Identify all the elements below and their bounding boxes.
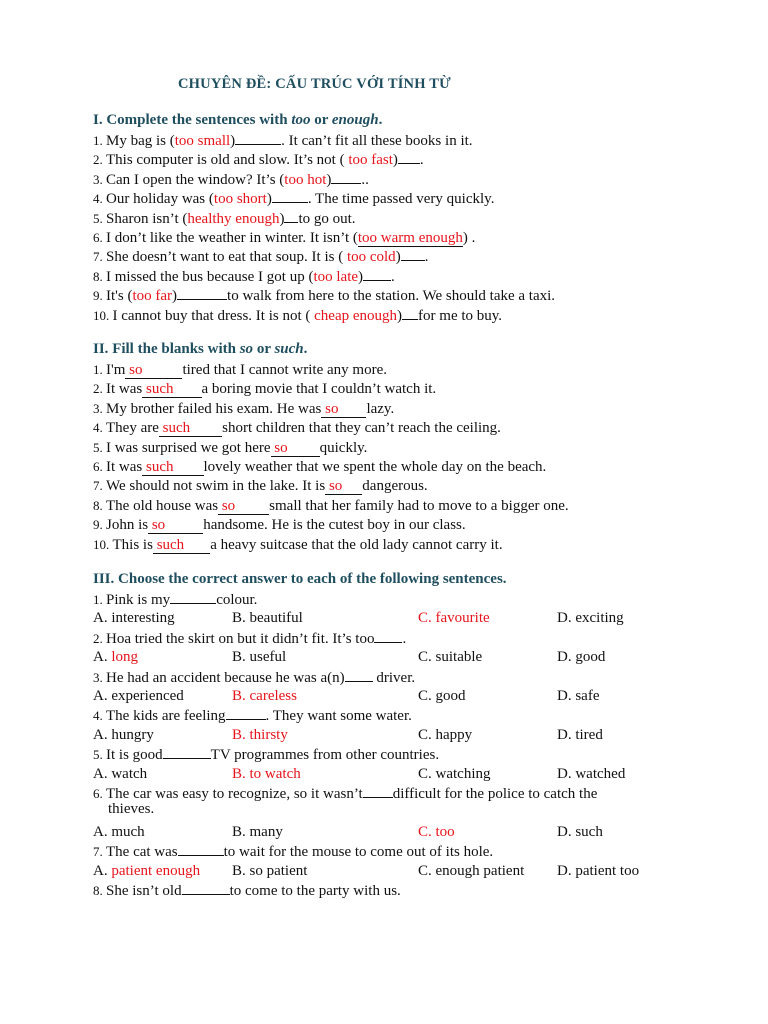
exercise-item — [93, 306, 502, 326]
item-number: 8. — [93, 268, 106, 284]
section-1-or: or — [314, 112, 329, 128]
answer-blank-filled — [218, 498, 269, 515]
item-number: 3. — [93, 400, 106, 416]
answer-option — [557, 609, 624, 628]
answer-option — [418, 648, 482, 667]
item-text-end: . — [424, 249, 429, 266]
item-text: Our holiday was ( — [106, 191, 214, 208]
item-text-end: dangerous. — [362, 478, 428, 495]
filled-answer: too cold — [343, 249, 396, 266]
answer-blank-filled — [159, 420, 222, 437]
item-number: 4. — [93, 420, 106, 436]
question-text-end: TV programmes from other countries. — [210, 747, 440, 764]
option-letter: C. — [418, 726, 436, 743]
item-paren: ) — [462, 230, 468, 246]
filled-answer: too late — [313, 268, 359, 285]
item-number: 1. — [93, 133, 106, 148]
option-letter: D. — [557, 688, 576, 704]
exercise-item — [93, 379, 436, 399]
option-letter: B. — [232, 649, 250, 666]
option-letter: D. — [557, 610, 576, 627]
answer-blank-filled — [153, 537, 210, 554]
option-letter: C. — [418, 823, 436, 840]
item-text: My brother failed his exam. He was — [106, 400, 322, 417]
filled-answer: such — [158, 420, 191, 437]
page-title: CHUYÊN ĐỀ: CẤU TRÚC VỚI TÍNH TỪ — [178, 76, 451, 92]
answer-option — [232, 609, 303, 628]
answer-option — [232, 765, 301, 784]
item-text-end: a boring movie that I couldn’t watch it. — [201, 381, 437, 398]
option-letter: D. — [557, 823, 576, 840]
answer-option — [557, 726, 603, 745]
question-number: 2. — [93, 630, 106, 646]
option-text: favourite — [435, 610, 490, 627]
answer-blank-filled — [148, 517, 203, 534]
item-text-end: small that her family had to move to a bigger one. — [269, 497, 569, 514]
question-stem — [93, 745, 439, 765]
question-number: 5. — [93, 747, 106, 763]
item-number: 8. — [93, 497, 106, 513]
answer-option — [232, 687, 297, 706]
filled-answer: so — [321, 400, 339, 417]
item-text: The old house was — [106, 497, 219, 514]
question-text: The kids are feeling — [106, 708, 226, 725]
answer-blank — [170, 590, 216, 604]
item-number: 7. — [93, 478, 106, 494]
filled-answer: too small — [174, 133, 231, 149]
answer-blank — [284, 209, 298, 223]
answer-option — [418, 765, 491, 784]
exercise-item — [93, 457, 546, 477]
answer-blank — [345, 668, 373, 682]
question-number: 7. — [93, 844, 106, 860]
filled-answer: too warm enough — [357, 230, 463, 246]
option-text: useful — [249, 649, 287, 666]
option-text: too — [435, 823, 455, 840]
question-text: He had an accident because he was a(n) — [106, 669, 345, 686]
filled-answer: too hot — [284, 171, 327, 188]
answer-blank-filled — [325, 478, 362, 495]
question-continuation: thieves. — [108, 801, 155, 818]
option-text: good — [575, 649, 606, 666]
option-letter: A. — [93, 688, 112, 704]
answer-option — [557, 687, 600, 706]
item-number: 4. — [93, 191, 106, 207]
exercise-item — [93, 399, 394, 419]
answer-option — [232, 823, 283, 842]
question-stem — [93, 668, 415, 688]
option-letter: C. — [418, 862, 436, 879]
item-paren: ) — [395, 249, 401, 266]
answer-option — [232, 726, 288, 745]
filled-answer: cheap enough — [310, 307, 398, 324]
answer-option — [557, 823, 603, 842]
item-text: I'm — [106, 362, 126, 378]
option-text: thirsty — [249, 726, 288, 743]
exercise-item — [93, 131, 473, 151]
item-text-end: .. — [361, 171, 369, 188]
answer-option — [93, 726, 154, 745]
item-text-end: . — [391, 268, 395, 285]
question-text: Pink is my — [106, 592, 171, 608]
filled-answer: healthy enough — [187, 210, 280, 227]
item-paren: ) — [230, 133, 236, 149]
question-text: She isn’t old — [106, 883, 182, 899]
option-letter: B. — [232, 862, 250, 879]
item-text: I don’t like the weather in winter. It isn’t ( — [106, 230, 358, 246]
question-stem — [93, 706, 412, 726]
item-text-end: a heavy suitcase that the old lady cannot carry it. — [210, 536, 503, 553]
question-text-end: driver. — [372, 669, 416, 686]
filled-answer: such — [142, 381, 174, 398]
question-text: The cat was — [106, 844, 178, 861]
answer-blank — [235, 131, 281, 145]
item-paren: ) — [397, 307, 403, 324]
section-1-heading: I. Complete the sentences with too or enough. — [93, 112, 383, 128]
item-text: I was surprised we got here — [106, 439, 271, 456]
section-2-word-2: such — [274, 341, 304, 357]
exercise-item — [93, 418, 501, 438]
item-number: 10. — [93, 307, 113, 323]
item-number: 9. — [93, 517, 106, 533]
answer-blank-filled — [142, 459, 203, 476]
item-text-end: . — [467, 230, 476, 246]
exercise-item — [93, 228, 475, 248]
answer-blank-filled — [321, 401, 366, 418]
question-text-end: colour. — [216, 592, 258, 608]
option-text: many — [249, 823, 283, 840]
option-letter: A. — [93, 726, 112, 743]
section-1-word-2: enough — [331, 112, 379, 128]
option-text: tired — [575, 726, 603, 743]
item-text-end: short children that they can’t reach the ceiling. — [222, 420, 501, 437]
section-2-word-1: so — [239, 341, 254, 357]
item-number: 3. — [93, 171, 106, 187]
question-text-end: to wait for the mouse to come out of its hole. — [223, 844, 494, 861]
item-text: My bag is ( — [106, 133, 175, 149]
question-text-end: difficult for the police to catch the — [392, 786, 598, 802]
option-letter: A. — [93, 765, 112, 782]
exercise-item — [93, 189, 494, 209]
answer-option — [93, 609, 175, 628]
section-1-word-1: too — [291, 112, 311, 128]
answer-option — [418, 823, 455, 842]
filled-answer: so — [325, 478, 343, 495]
filled-answer: so — [148, 517, 166, 534]
answer-blank — [182, 881, 230, 895]
filled-answer: such — [152, 536, 185, 553]
item-text-end: lovely weather that we spent the whole day on the beach. — [203, 459, 547, 475]
section-2-or: or — [256, 341, 271, 357]
option-letter: D. — [557, 649, 576, 666]
question-number: 8. — [93, 883, 106, 898]
option-letter: A. — [93, 862, 112, 879]
answer-option — [232, 648, 286, 667]
option-text: beautiful — [249, 610, 303, 627]
option-text: happy — [435, 726, 473, 743]
answer-option — [418, 862, 524, 881]
option-text: so patient — [249, 862, 308, 879]
exercise-item — [93, 438, 367, 458]
item-paren: ) — [279, 210, 285, 227]
option-letter: B. — [232, 823, 250, 840]
option-letter: A. — [93, 823, 112, 840]
answer-option — [93, 648, 138, 667]
exercise-item — [93, 286, 555, 306]
option-letter: D. — [557, 862, 576, 879]
section-1-roman: I. — [93, 112, 103, 128]
item-text-end: . The time passed very quickly. — [307, 191, 495, 208]
item-text: Sharon isn’t ( — [106, 210, 188, 227]
item-text-end: lazy. — [366, 400, 395, 417]
item-number: 9. — [93, 288, 106, 304]
option-text: safe — [575, 688, 600, 704]
option-text: exciting — [575, 610, 624, 627]
question-stem — [93, 842, 493, 862]
section-3-heading-text: Choose the correct answer to each of the following sentences. — [118, 571, 507, 587]
answer-blank — [331, 170, 361, 184]
filled-answer: such — [142, 459, 174, 475]
option-letter: A. — [93, 649, 112, 666]
exercise-item — [93, 535, 503, 555]
option-text: watched — [575, 765, 626, 782]
item-text: It's ( — [106, 288, 133, 305]
item-paren: ) — [358, 268, 364, 285]
answer-blank — [374, 629, 402, 643]
option-text: enough patient — [435, 862, 525, 879]
item-text-end: . It can’t fit all these books in it. — [281, 133, 473, 149]
question-stem — [93, 590, 257, 610]
item-text: This is — [112, 536, 153, 553]
option-text: to watch — [249, 765, 301, 782]
answer-option — [557, 862, 639, 881]
section-3-roman: III. — [93, 571, 115, 587]
question-number: 3. — [93, 669, 106, 685]
option-text: watching — [435, 765, 491, 782]
exercise-item — [93, 267, 395, 287]
answer-option — [418, 687, 466, 706]
exercise-item — [93, 170, 369, 190]
item-text: I missed the bus because I got up ( — [106, 268, 314, 285]
question-stem — [93, 629, 406, 649]
answer-blank — [226, 706, 266, 720]
option-text: careless — [249, 688, 297, 704]
item-number: 6. — [93, 230, 106, 245]
answer-option — [93, 765, 147, 784]
question-stem — [93, 784, 597, 804]
exercise-item — [93, 150, 424, 170]
exercise-item — [93, 496, 569, 516]
question-text-end: . — [402, 630, 407, 647]
answer-blank — [272, 189, 308, 203]
question-text: Hoa tried the skirt on but it didn’t fit. It’s too — [106, 630, 375, 647]
option-letter: D. — [557, 765, 576, 782]
item-text: She doesn’t want to eat that soup. It is ( — [106, 249, 344, 266]
option-text: interesting — [111, 610, 175, 627]
question-number: 4. — [93, 708, 106, 724]
option-letter: C. — [418, 688, 436, 704]
item-text: We should not swim in the lake. It is — [106, 478, 326, 495]
item-number: 5. — [93, 210, 106, 226]
question-text: It is good — [106, 747, 163, 764]
option-text: suitable — [435, 649, 483, 666]
answer-blank — [398, 150, 420, 164]
answer-option — [232, 862, 307, 881]
answer-blank — [178, 842, 224, 856]
answer-option — [93, 862, 200, 881]
item-text-end: to go out. — [298, 210, 356, 227]
answer-blank-filled — [142, 381, 201, 398]
option-text: good — [435, 688, 466, 704]
section-2-heading: II. Fill the blanks with so or such. — [93, 341, 308, 357]
answer-blank — [402, 306, 418, 320]
item-text-end: quickly. — [319, 439, 368, 456]
item-number: 2. — [93, 381, 106, 397]
answer-blank-filled — [125, 362, 182, 379]
item-text: Can I open the window? It’s ( — [106, 171, 285, 188]
option-text: patient enough — [111, 862, 201, 879]
question-number: 6. — [93, 786, 106, 801]
exercise-item — [93, 515, 466, 535]
filled-answer: too fast — [344, 152, 393, 169]
option-letter: C. — [418, 765, 436, 782]
option-text: patient too — [575, 862, 640, 879]
answer-option — [418, 726, 472, 745]
answer-blank — [401, 247, 425, 261]
answer-blank — [177, 286, 227, 300]
item-paren: ) — [392, 152, 398, 169]
option-letter: A. — [93, 610, 112, 627]
item-text-end: for me to buy. — [418, 307, 503, 324]
item-text: It was — [106, 459, 143, 475]
option-text: hungry — [111, 726, 154, 743]
item-text: It was — [106, 381, 143, 398]
item-text-end: . — [419, 152, 424, 169]
option-letter: B. — [232, 765, 250, 782]
option-text: such — [575, 823, 603, 840]
answer-option — [93, 687, 184, 706]
option-letter: C. — [418, 610, 436, 627]
exercise-item — [93, 360, 387, 380]
question-number: 1. — [93, 592, 106, 607]
item-text: I cannot buy that dress. It is not ( — [112, 307, 311, 324]
option-text: watch — [111, 765, 148, 782]
item-number: 7. — [93, 249, 106, 265]
section-1-heading-text: Complete the sentences with — [106, 112, 288, 128]
item-text-end: to walk from here to the station. We should take a taxi. — [227, 288, 556, 305]
exercise-item — [93, 476, 428, 496]
option-text: much — [111, 823, 145, 840]
item-number: 1. — [93, 362, 106, 377]
filled-answer: so — [270, 439, 288, 456]
option-letter: B. — [232, 610, 250, 627]
item-text-end: tired that I cannot write any more. — [182, 362, 387, 378]
answer-option — [418, 609, 490, 628]
item-number: 10. — [93, 536, 113, 552]
item-paren: ) — [326, 171, 332, 188]
item-text-end: handsome. He is the cutest boy in our class. — [203, 517, 466, 534]
item-paren: ) — [266, 191, 272, 208]
option-letter: B. — [232, 726, 250, 743]
filled-answer: so — [218, 497, 236, 514]
question-text-end: . They want some water. — [265, 708, 412, 725]
item-paren: ) — [172, 288, 178, 305]
filled-answer: too far — [132, 288, 173, 305]
question-stem — [93, 881, 401, 901]
answer-blank — [363, 267, 391, 281]
option-text: experienced — [111, 688, 184, 704]
filled-answer: so — [125, 362, 143, 378]
item-number: 2. — [93, 152, 106, 168]
question-text: The car was easy to recognize, so it wasn’t — [106, 786, 363, 802]
option-text: long — [111, 649, 139, 666]
item-text: They are — [106, 420, 159, 437]
item-text: John is — [106, 517, 149, 534]
answer-option — [557, 765, 625, 784]
item-text: This computer is old and slow. It’s not ( — [106, 152, 345, 169]
exercise-item — [93, 209, 356, 229]
filled-answer: too short — [213, 191, 267, 208]
section-2-roman: II. — [93, 341, 109, 357]
item-number: 6. — [93, 459, 106, 474]
section-3-heading — [93, 571, 507, 588]
question-text-end: to come to the party with us. — [229, 883, 401, 899]
option-letter: D. — [557, 726, 576, 743]
section-2-heading-text: Fill the blanks with — [112, 341, 236, 357]
option-letter: B. — [232, 688, 250, 704]
answer-blank — [363, 784, 393, 798]
answer-blank-filled — [271, 440, 320, 457]
exercise-item — [93, 247, 428, 267]
item-number: 5. — [93, 439, 106, 455]
answer-option — [93, 823, 145, 842]
answer-option — [557, 648, 605, 667]
answer-blank — [163, 745, 211, 759]
option-letter: C. — [418, 649, 436, 666]
